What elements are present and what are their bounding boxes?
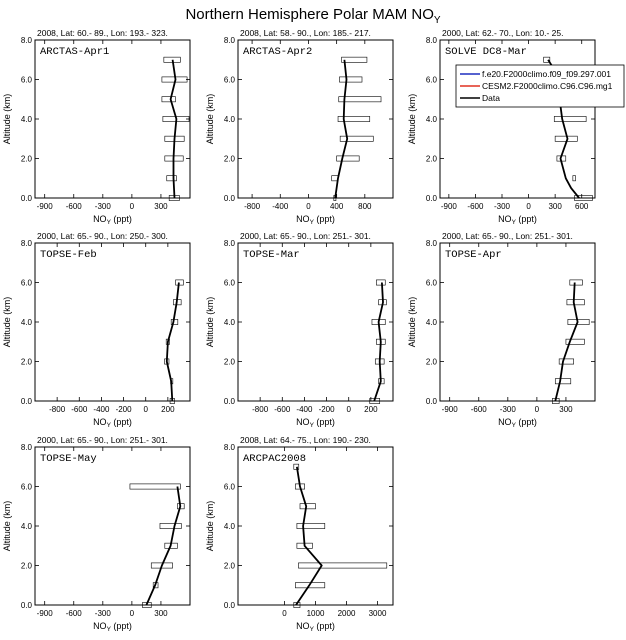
y-tick-label: 2.0	[20, 357, 32, 367]
y-axis-label: Altitude (km)	[205, 500, 215, 552]
x-axis-label-unit: (ppt)	[313, 621, 335, 631]
x-axis-label-main: NO	[296, 417, 310, 427]
campaign-label: ARCTAS-Apr1	[40, 46, 110, 58]
x-tick-label: -600	[65, 202, 82, 211]
x-tick-label: 0	[306, 202, 311, 211]
x-tick-label: -300	[493, 202, 511, 211]
y-tick-label: 6.0	[425, 75, 437, 85]
panel-7	[2, 435, 190, 633]
x-tick-label: -600	[71, 405, 88, 414]
x-tick-label: 300	[154, 202, 168, 211]
y-tick-label: 2.0	[425, 357, 437, 367]
figure-title-subscript: Y	[433, 15, 441, 26]
y-tick-label: 0.0	[20, 194, 32, 203]
x-axis-label-subscript: Y	[106, 219, 111, 226]
x-axis-label-unit: (ppt)	[313, 214, 335, 224]
panel-header: 2000, Lat: 65.- 90., Lon: 250.- 300.	[37, 231, 168, 241]
x-tick-label: -900	[36, 609, 53, 618]
x-tick-label: -800	[252, 405, 269, 414]
y-tick-label: 8.0	[20, 443, 32, 452]
y-tick-label: 8.0	[223, 36, 235, 45]
y-tick-label: 4.0	[425, 115, 437, 124]
panel-4	[2, 231, 190, 429]
y-tick-label: 0.0	[223, 194, 235, 203]
x-tick-label: 300	[154, 609, 168, 618]
panel-5	[205, 231, 393, 429]
x-axis-label	[498, 417, 537, 429]
campaign-label: ARCTAS-Apr2	[243, 46, 313, 58]
y-tick-label: 2.0	[20, 561, 32, 571]
x-tick-label: 0	[143, 405, 148, 414]
y-tick-label: 4.0	[20, 522, 32, 531]
y-tick-label: 0.0	[425, 194, 437, 203]
panel-header: 2000, Lat: 65.- 90., Lon: 251.- 301.	[37, 435, 168, 445]
x-axis-label-main: NO	[296, 214, 310, 224]
panel-header: 2000, Lat: 65.- 90., Lon: 251.- 301.	[442, 231, 573, 241]
panel-header: 2000, Lat: 62.- 70., Lon: 10.- 25.	[442, 28, 564, 38]
data-range-box	[337, 156, 360, 161]
x-tick-label: -900	[441, 405, 458, 414]
y-tick-label: 0.0	[223, 601, 235, 610]
x-tick-label: 600	[575, 202, 589, 211]
x-tick-label: 0	[526, 202, 531, 211]
campaign-label: TOPSE-Mar	[243, 249, 300, 261]
data-range-box	[559, 359, 574, 364]
x-tick-label: 0	[346, 405, 351, 414]
x-tick-label: 1000	[306, 609, 325, 618]
plot-frame	[238, 447, 393, 605]
data-range-box	[554, 116, 586, 121]
x-tick-label: 300	[548, 202, 562, 211]
data-range-box	[130, 484, 180, 489]
x-axis-label	[296, 214, 335, 226]
x-tick-label: 300	[559, 405, 573, 414]
x-tick-label: -300	[499, 405, 516, 414]
x-tick-label: 0	[129, 609, 135, 618]
panels	[2, 28, 595, 633]
x-tick-label: -300	[94, 609, 111, 618]
x-tick-label: -400	[272, 202, 289, 211]
x-axis-label-subscript: Y	[309, 626, 314, 633]
campaign-label: ARCPAC2008	[243, 453, 307, 465]
x-axis-label	[296, 621, 335, 633]
y-tick-label: 4.0	[20, 318, 32, 327]
plot-frame	[238, 243, 393, 401]
x-axis-label-main: NO	[93, 214, 107, 224]
data-range-box	[555, 379, 571, 384]
x-axis-label-main: NO	[498, 214, 512, 224]
data-range-box	[573, 176, 576, 181]
x-tick-label: 0	[129, 202, 135, 211]
x-axis-label-subscript: Y	[511, 219, 516, 226]
x-axis-label-main: NO	[498, 417, 512, 427]
figure-title	[185, 6, 440, 26]
y-tick-label: 0.0	[20, 601, 32, 610]
panel-header: 2008, Lat: 64.- 75., Lon: 190.- 230.	[240, 435, 371, 445]
x-axis-label-main: NO	[93, 621, 107, 631]
x-axis-label-main: NO	[93, 417, 107, 427]
x-tick-label: -900	[36, 202, 53, 211]
panel-header: 2008, Lat: 60.- 89., Lon: 193.- 323.	[37, 28, 168, 38]
y-tick-label: 4.0	[425, 318, 437, 327]
x-axis-label-subscript: Y	[106, 422, 111, 429]
x-tick-label: -900	[440, 202, 457, 211]
y-tick-label: 6.0	[425, 278, 437, 288]
legend-entry-label: Data	[482, 93, 500, 103]
x-tick-label: -600	[274, 405, 291, 414]
x-tick-label: -600	[65, 609, 82, 618]
y-tick-label: 4.0	[223, 115, 235, 124]
data-range-box	[339, 77, 362, 82]
y-axis-label: Altitude (km)	[2, 93, 12, 145]
data-range-box	[376, 280, 385, 285]
y-tick-label: 6.0	[223, 75, 235, 85]
y-axis-label: Altitude (km)	[205, 296, 215, 348]
data-profile-line	[335, 60, 347, 198]
y-tick-label: 0.0	[425, 397, 437, 406]
y-tick-label: 8.0	[425, 239, 437, 248]
x-axis-label-unit: (ppt)	[110, 417, 132, 427]
campaign-label: TOPSE-May	[40, 453, 97, 465]
panel-1	[2, 28, 190, 226]
x-tick-label: -600	[470, 405, 487, 414]
y-tick-label: 6.0	[223, 278, 235, 288]
plot-frame	[35, 447, 190, 605]
y-tick-label: 6.0	[20, 482, 32, 492]
plot-frame	[440, 243, 595, 401]
x-axis-label	[498, 214, 537, 226]
data-range-box	[297, 523, 325, 528]
plot-frame	[35, 40, 190, 198]
campaign-label: SOLVE DC8-Mar	[445, 46, 527, 58]
data-profile-line	[555, 283, 577, 402]
x-tick-label: -200	[115, 405, 132, 414]
x-tick-label: 0	[534, 405, 540, 414]
campaign-label: TOPSE-Feb	[40, 249, 97, 261]
x-axis-label	[93, 417, 132, 429]
x-axis-label-unit: (ppt)	[515, 214, 537, 224]
legend	[456, 65, 624, 107]
x-axis-label-main: NO	[296, 621, 310, 631]
data-range-box	[300, 504, 316, 509]
x-tick-label: 0	[282, 609, 287, 618]
y-tick-label: 0.0	[20, 397, 32, 406]
panel-3	[407, 28, 595, 226]
y-tick-label: 2.0	[20, 154, 32, 164]
x-tick-label: 200	[161, 405, 175, 414]
x-axis-label-unit: (ppt)	[515, 417, 537, 427]
x-axis-label	[93, 621, 132, 633]
data-profile-line	[146, 487, 180, 606]
y-axis-label: Altitude (km)	[407, 296, 417, 348]
data-range-box	[340, 136, 373, 141]
data-range-box	[162, 97, 176, 102]
data-range-box	[567, 300, 584, 305]
x-axis-label-subscript: Y	[106, 626, 111, 633]
panel-header: 2000, Lat: 65.- 90., Lon: 251.- 301.	[240, 231, 371, 241]
y-tick-label: 2.0	[223, 561, 235, 571]
y-tick-label: 4.0	[20, 115, 32, 124]
data-profile-line	[296, 467, 322, 605]
panel-6	[407, 231, 595, 429]
x-tick-label: 3000	[368, 609, 387, 618]
data-profile-line	[171, 60, 177, 198]
x-axis-label-subscript: Y	[309, 219, 314, 226]
y-tick-label: 8.0	[20, 239, 32, 248]
x-axis-label	[296, 417, 335, 429]
x-tick-label: -300	[94, 202, 111, 211]
y-tick-label: 2.0	[223, 357, 235, 367]
x-tick-label: -800	[49, 405, 66, 414]
y-tick-label: 8.0	[223, 239, 235, 248]
data-range-box	[160, 523, 181, 528]
x-tick-label: -600	[467, 202, 484, 211]
panel-8	[205, 435, 393, 633]
y-tick-label: 6.0	[223, 482, 235, 492]
y-tick-label: 2.0	[425, 154, 437, 164]
figure-title-main: Northern Hemisphere Polar MAM NO	[185, 6, 434, 23]
legend-entry-label: f.e20.F2000climo.f09_f09.297.001	[482, 69, 612, 79]
y-tick-label: 4.0	[223, 318, 235, 327]
y-tick-label: 6.0	[20, 75, 32, 85]
x-tick-label: -800	[244, 202, 261, 211]
x-axis-label	[93, 214, 132, 226]
panel-2	[205, 28, 393, 226]
x-tick-label: 2000	[337, 609, 356, 618]
x-tick-label: 800	[358, 202, 372, 211]
y-axis-label: Altitude (km)	[2, 500, 12, 552]
x-tick-label: -400	[93, 405, 110, 414]
legend-entry-label: CESM2.F2000climo.C96.C96.mg1	[482, 81, 613, 91]
y-axis-label: Altitude (km)	[407, 93, 417, 145]
x-axis-label-subscript: Y	[309, 422, 314, 429]
data-range-box	[568, 319, 589, 324]
y-axis-label: Altitude (km)	[205, 93, 215, 145]
data-range-box	[298, 563, 386, 568]
x-tick-label: 200	[364, 405, 378, 414]
data-range-box	[167, 176, 177, 181]
y-tick-label: 2.0	[223, 154, 235, 164]
x-axis-label-unit: (ppt)	[110, 621, 132, 631]
y-tick-label: 4.0	[223, 522, 235, 531]
campaign-label: TOPSE-Apr	[445, 249, 502, 261]
x-axis-label-unit: (ppt)	[313, 417, 335, 427]
y-tick-label: 0.0	[223, 397, 235, 406]
y-tick-label: 6.0	[20, 278, 32, 288]
y-axis-label: Altitude (km)	[2, 296, 12, 348]
x-axis-label-subscript: Y	[511, 422, 516, 429]
plot-frame	[35, 243, 190, 401]
y-tick-label: 8.0	[20, 36, 32, 45]
y-tick-label: 8.0	[223, 443, 235, 452]
x-axis-label-unit: (ppt)	[110, 214, 132, 224]
x-tick-label: -400	[296, 405, 313, 414]
x-tick-label: -200	[318, 405, 335, 414]
data-range-box	[570, 280, 583, 285]
y-tick-label: 8.0	[425, 36, 437, 45]
plot-frame	[440, 40, 595, 198]
panel-header: 2008, Lat: 58.- 90., Lon: 185.- 217.	[240, 28, 371, 38]
x-tick-label: 400	[329, 202, 344, 211]
